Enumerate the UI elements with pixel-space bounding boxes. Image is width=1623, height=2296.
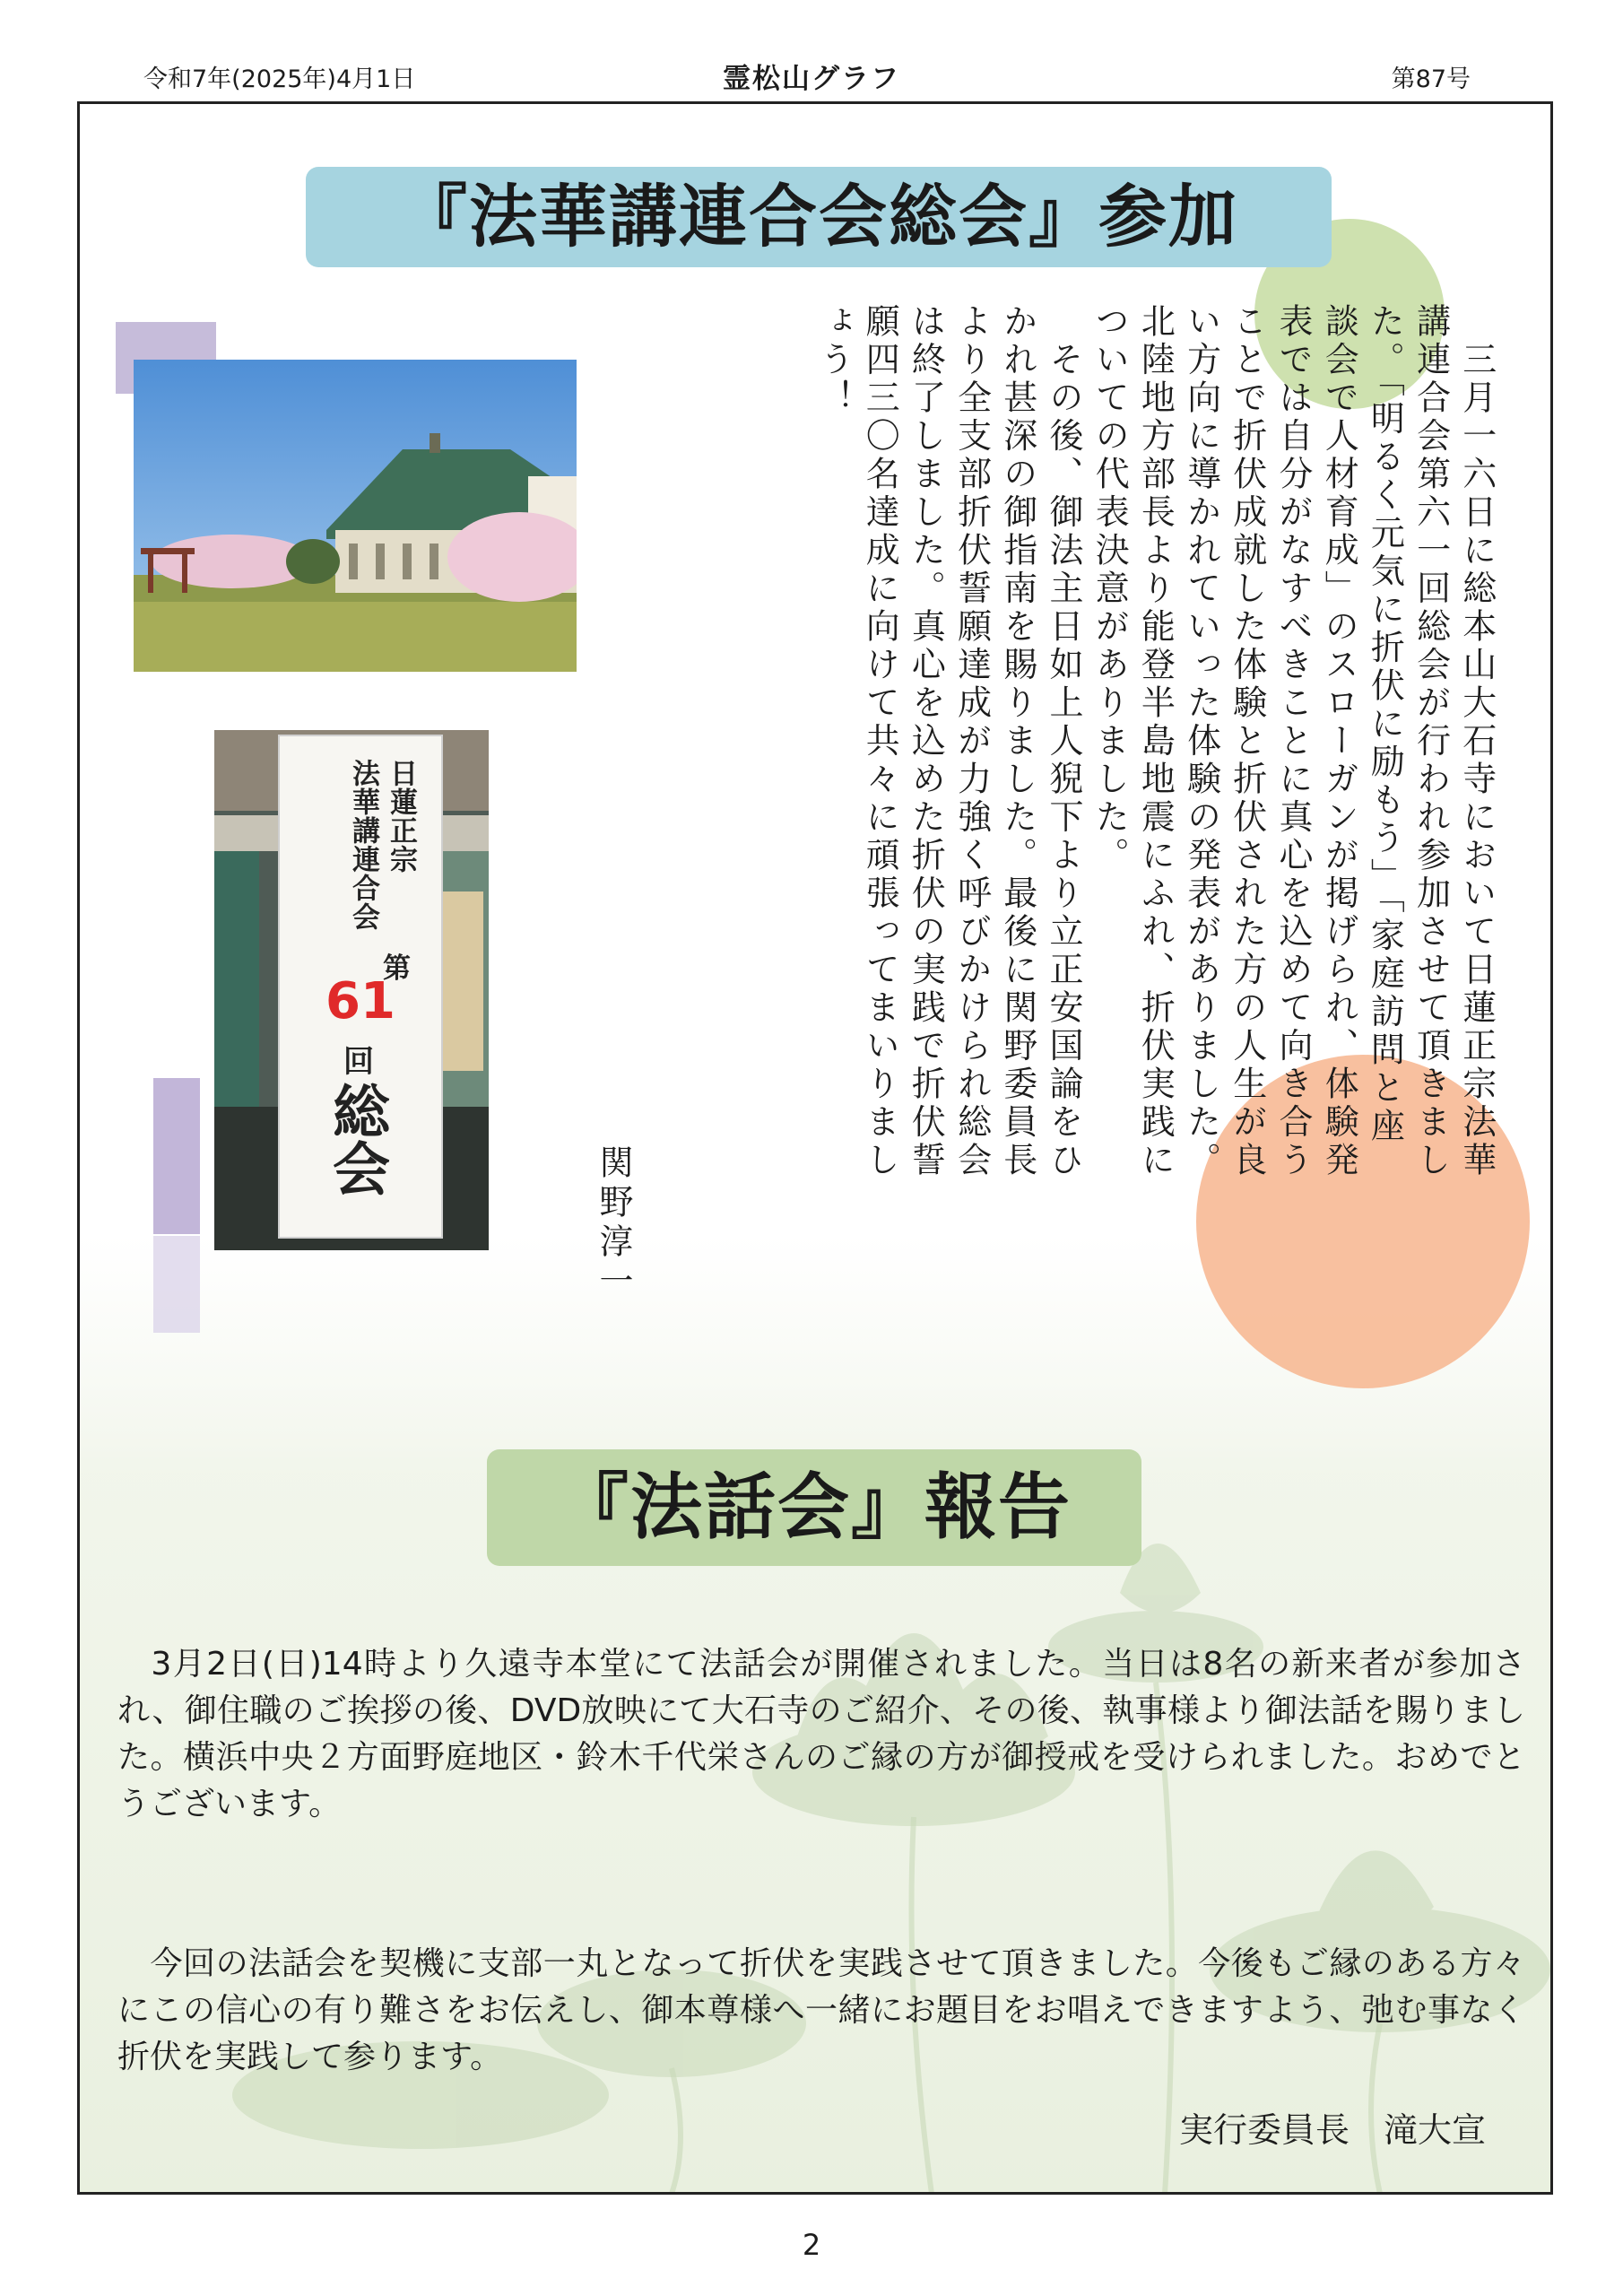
article2-paragraph-2: 今回の法話会を契機に支部一丸となって折伏を実践させて頂きました。今後もご縁のある方々にこの信心の有り難さをお伝えし、御本尊様へ一緒にお題目をお唱えできますよう、弛む事なく折伏を実践して参ります。: [117, 1945, 1525, 2075]
page-number: 2: [802, 2228, 821, 2262]
article1-column: その後、御法主日如上人猊下より立正安国論をひ: [1044, 303, 1083, 1180]
article1-column: ょう！: [814, 303, 854, 418]
article1-column: は終了しました。真心を込めた折伏の実践で折伏誓: [906, 303, 946, 1180]
article1-column: 三月一六日に総本山大石寺において日蓮正宗法華: [1456, 303, 1497, 1180]
article1-column: 講連合会第六一回総会が行われ参加させて頂きまし: [1410, 303, 1451, 1180]
article1-column: ことで折伏成就した体験と折伏された方の人生が良: [1227, 303, 1267, 1180]
article1-column: 談会で人材育成」のスローガンが掲げられ、体験発: [1319, 303, 1359, 1180]
temple-photo: [134, 360, 577, 672]
article1-column: より全支部折伏誓願達成が力強く呼びかけられ総会: [951, 303, 992, 1180]
newsletter-title: 霊松山グラフ: [723, 63, 900, 95]
article1-column: 願四三〇名達成に向けて共々に頑張ってまいりまし: [860, 303, 900, 1180]
article1-author: 関野淳一: [594, 1144, 633, 1302]
decorative-bar-lavender: [153, 1236, 200, 1333]
article1-column: 北陸地方部長より能登半島地震にふれ、折伏実践に: [1135, 303, 1176, 1180]
page-frame: [77, 101, 1553, 2195]
article2-paragraph-1: 3月2日(日)14時より久遠寺本堂にて法話会が開催されました。当日は8名の新来者が参加され、御住職のご挨拶の後、DVD放映にて大石寺のご紹介、その後、執事様より御法話を賜りました。横浜中央２方面野庭地区・鈴木千代栄さんのご縁の方が御授戒を受けられました。おめでとうございます。: [117, 1646, 1525, 1822]
banner-text-line2: 法華講連合会: [347, 759, 379, 931]
banner-text-kai: 回: [343, 1044, 374, 1080]
article2-title-banner: 『法話会』報告: [487, 1449, 1141, 1566]
decorative-bar-purple: [153, 1078, 200, 1234]
article1-column: ついての代表決意がありました。: [1089, 303, 1130, 875]
banner-text-dai: 第: [383, 952, 411, 985]
article2-author: 実行委員長 滝大宣: [1178, 2110, 1486, 2150]
banner-text-number: 61: [325, 972, 395, 1031]
article1-column: かれ甚深の御指南を賜りました。最後に関野委員長: [997, 303, 1037, 1180]
meeting-banner-photo: [214, 730, 489, 1250]
article1-column: い方向に導かれていった体験の発表がありました。: [1181, 303, 1221, 1180]
article1-column: 表では自分がなすべきことに真心を込めて向き合う: [1273, 303, 1313, 1180]
header-date: 令和7年(2025年)4月1日: [143, 65, 416, 93]
article-title-banner: 『法華講連合会総会』参加: [306, 167, 1332, 267]
banner-text-line1: 日蓮正宗: [385, 759, 417, 874]
issue-number: 第87号: [1391, 65, 1471, 93]
article1-column: た。「明るく元気に折伏に励もう」「家庭訪問と座: [1365, 303, 1405, 1146]
banner-text-sokai: 総会: [323, 1082, 389, 1196]
